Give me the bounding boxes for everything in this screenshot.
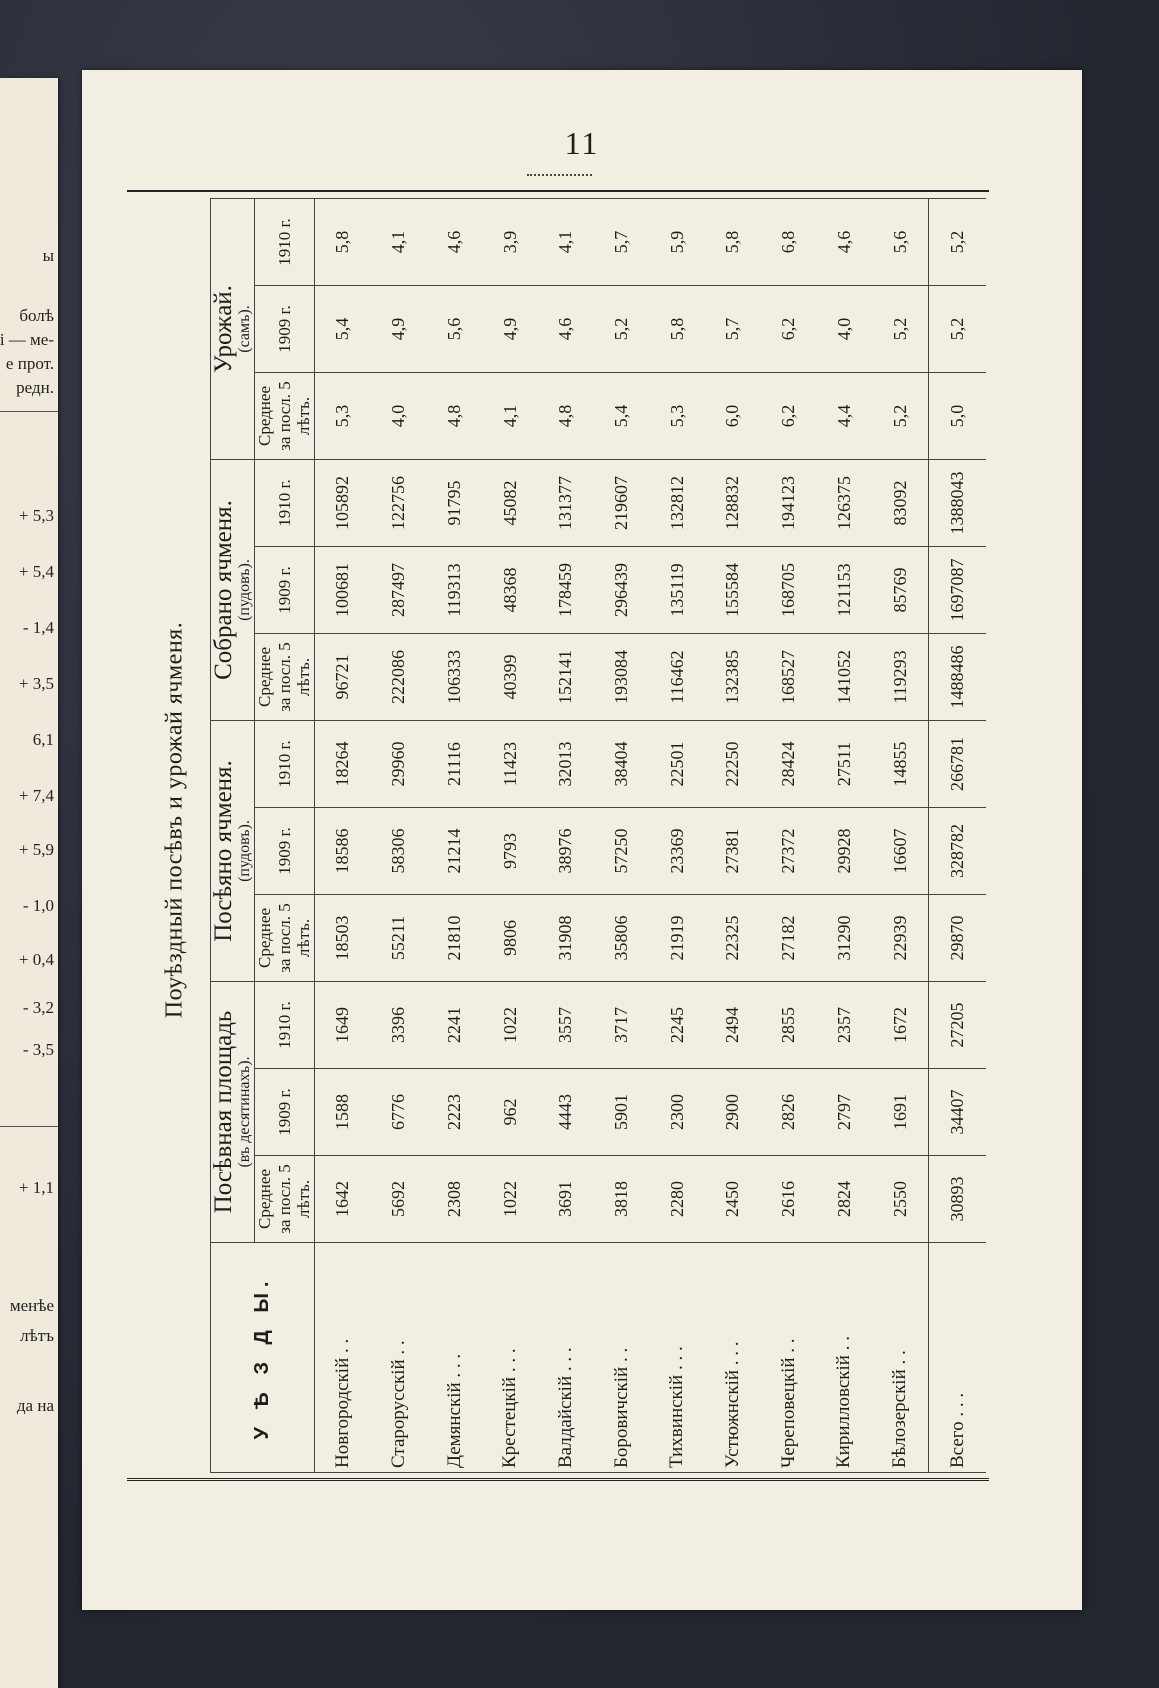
table-cell: 2223 <box>427 1069 483 1156</box>
table-row <box>649 199 705 1473</box>
table-cell: 1388043 <box>929 460 986 547</box>
table-cell: 5,8 <box>314 199 371 286</box>
table-cell: 3717 <box>594 982 650 1069</box>
district-name: Череповецкій . . <box>761 1243 817 1473</box>
table-cell: 57250 <box>594 808 650 895</box>
table-cell: 18264 <box>314 721 371 808</box>
fragment: + 5,9 <box>18 840 54 859</box>
table-cell: 21214 <box>427 808 483 895</box>
group-header-area: Посѣвная площадь (въ десятинахъ). <box>211 982 255 1243</box>
table-cell: 5,9 <box>649 199 705 286</box>
page-number: 11 <box>564 125 600 161</box>
subheader-1909: 1909 г. <box>255 808 315 895</box>
table-cell: 5901 <box>594 1069 650 1156</box>
subheader-1909: 1909 г. <box>255 286 315 373</box>
table-cell: 105892 <box>314 460 371 547</box>
table-row <box>816 199 872 1473</box>
table-cell: 141052 <box>816 634 872 721</box>
table-cell: 1642 <box>314 1156 371 1243</box>
table-cell: 296439 <box>594 547 650 634</box>
table-cell: 4,1 <box>482 373 538 460</box>
table-cell: 116462 <box>649 634 705 721</box>
table-cell: 2308 <box>427 1156 483 1243</box>
barley-table <box>210 198 986 1473</box>
district-name: Устюжнскій . . . <box>705 1243 761 1473</box>
table-cell: 4,4 <box>816 373 872 460</box>
table-cell: 3557 <box>538 982 594 1069</box>
fragment: лѣтъ <box>20 1326 54 1345</box>
table-cell: 5,2 <box>594 286 650 373</box>
table-cell: 4,9 <box>371 286 427 373</box>
table-cell: 29960 <box>371 721 427 808</box>
district-name: Боровичскій . . <box>594 1243 650 1473</box>
table-cell: 6,2 <box>761 373 817 460</box>
subheader-1909: 1909 г. <box>255 547 315 634</box>
table-cell: 21810 <box>427 895 483 982</box>
fragment: + 7,4 <box>18 786 54 805</box>
subheader-1910: 1910 г. <box>255 199 315 286</box>
table-cell: 5,4 <box>314 286 371 373</box>
table-cell: 5,3 <box>314 373 371 460</box>
table-cell: 119293 <box>872 634 929 721</box>
table-cell: 9806 <box>482 895 538 982</box>
table-cell: 5,8 <box>705 199 761 286</box>
table-cell: 4,6 <box>816 199 872 286</box>
table-cell: 5,8 <box>649 286 705 373</box>
fragment: і — ме- <box>0 330 54 349</box>
table-cell: 178459 <box>538 547 594 634</box>
table-cell: 22250 <box>705 721 761 808</box>
table-cell: 6776 <box>371 1069 427 1156</box>
fragment: + 1,1 <box>18 1178 54 1197</box>
table-cell: 4,6 <box>538 286 594 373</box>
table-cell: 27205 <box>929 982 986 1069</box>
table-cell: 31290 <box>816 895 872 982</box>
table-cell: 126375 <box>816 460 872 547</box>
table-cell: 168705 <box>761 547 817 634</box>
group-header-harvest: Собрано ячменя. (пудовъ). <box>211 460 255 721</box>
table-cell: 5,2 <box>872 286 929 373</box>
fragment: е прот. <box>5 354 54 373</box>
table-cell: 30893 <box>929 1156 986 1243</box>
table-cell: 1022 <box>482 1156 538 1243</box>
table-cell: 18586 <box>314 808 371 895</box>
table-cell: 55211 <box>371 895 427 982</box>
table-cell: 22501 <box>649 721 705 808</box>
table-row <box>371 199 427 1473</box>
subheader-1910: 1910 г. <box>255 460 315 547</box>
table-cell: 2241 <box>427 982 483 1069</box>
table-cell: 5,7 <box>594 199 650 286</box>
table-cell: 6,0 <box>705 373 761 460</box>
table-cell: 4,0 <box>371 373 427 460</box>
fragment: менѣе <box>9 1296 54 1315</box>
table-cell: 1022 <box>482 982 538 1069</box>
group-header-sown: Посѣяно ячменя. (пудовъ). <box>211 721 255 982</box>
table-cell: 27372 <box>761 808 817 895</box>
subheader-avg: Среднее за посл. 5 лѣтъ. <box>255 1156 315 1243</box>
table-cell: 3691 <box>538 1156 594 1243</box>
table-cell: 2824 <box>816 1156 872 1243</box>
table-cell: 100681 <box>314 547 371 634</box>
fragment: болѣ <box>19 306 54 325</box>
divider <box>0 1126 58 1127</box>
district-name: Тихвинскій . . . <box>649 1243 705 1473</box>
table-cell: 9793 <box>482 808 538 895</box>
table-cell: 6,2 <box>761 286 817 373</box>
table-cell: 5,2 <box>929 199 986 286</box>
table-cell: 58306 <box>371 808 427 895</box>
table-cell: 2300 <box>649 1069 705 1156</box>
table-cell: 5,6 <box>427 286 483 373</box>
table-cell: 962 <box>482 1069 538 1156</box>
table-cell: 4,8 <box>427 373 483 460</box>
table-cell: 168527 <box>761 634 817 721</box>
table-cell: 266781 <box>929 721 986 808</box>
district-name: Демянскій . . . <box>427 1243 483 1473</box>
fragment: + 0,4 <box>18 950 54 969</box>
top-rule <box>127 190 989 192</box>
table-cell: 2900 <box>705 1069 761 1156</box>
table-cell: 29928 <box>816 808 872 895</box>
fragment: - 3,2 <box>22 998 54 1017</box>
district-name: Валдайскій . . . <box>538 1243 594 1473</box>
table-cell: 2494 <box>705 982 761 1069</box>
table-cell: 328782 <box>929 808 986 895</box>
table-cell: 122756 <box>371 460 427 547</box>
table-cell: 2280 <box>649 1156 705 1243</box>
table-cell: 27381 <box>705 808 761 895</box>
table-cell: 5,4 <box>594 373 650 460</box>
table-cell: 3396 <box>371 982 427 1069</box>
table-cell: 38404 <box>594 721 650 808</box>
table-cell: 22325 <box>705 895 761 982</box>
subheader-1910: 1910 г. <box>255 982 315 1069</box>
table-row <box>872 199 929 1473</box>
table-cell: 5,0 <box>929 373 986 460</box>
subheader-avg: Среднее за посл. 5 лѣтъ. <box>255 373 315 460</box>
table-cell: 2826 <box>761 1069 817 1156</box>
table-cell: 193084 <box>594 634 650 721</box>
table-cell: 132385 <box>705 634 761 721</box>
table-cell: 11423 <box>482 721 538 808</box>
district-name: Новгородскій . . <box>314 1243 371 1473</box>
table-cell: 31908 <box>538 895 594 982</box>
table-cell: 16607 <box>872 808 929 895</box>
table-cell: 1672 <box>872 982 929 1069</box>
table-cell: 1488486 <box>929 634 986 721</box>
table-row <box>482 199 538 1473</box>
table-cell: 4,1 <box>371 199 427 286</box>
fragment: - 1,0 <box>22 896 54 915</box>
table-cell: 6,8 <box>761 199 817 286</box>
district-name: Кирилловскій . . <box>816 1243 872 1473</box>
table-cell: 5,2 <box>872 373 929 460</box>
fragment: редн. <box>16 378 54 397</box>
fragment: + 5,4 <box>18 562 54 581</box>
table-cell: 34407 <box>929 1069 986 1156</box>
table-cell: 4,6 <box>427 199 483 286</box>
table-cell: 1697087 <box>929 547 986 634</box>
table-cell: 3,9 <box>482 199 538 286</box>
subheader-avg: Среднее за посл. 5 лѣтъ. <box>255 634 315 721</box>
table-cell: 119313 <box>427 547 483 634</box>
table-cell: 45082 <box>482 460 538 547</box>
table-cell: 2245 <box>649 982 705 1069</box>
table-cell: 2855 <box>761 982 817 1069</box>
table-cell: 5692 <box>371 1156 427 1243</box>
table-cell: 27182 <box>761 895 817 982</box>
adjacent-page-strip <box>0 78 58 1688</box>
table-cell: 1649 <box>314 982 371 1069</box>
table-cell: 40399 <box>482 634 538 721</box>
table-cell: 83092 <box>872 460 929 547</box>
table-cell: 18503 <box>314 895 371 982</box>
table-cell: 48368 <box>482 547 538 634</box>
table-cell: 91795 <box>427 460 483 547</box>
table-cell: 128832 <box>705 460 761 547</box>
subheader-1909: 1909 г. <box>255 1069 315 1156</box>
district-name: Крестецкій . . . <box>482 1243 538 1473</box>
fragment: + 3,5 <box>18 674 54 693</box>
table-cell: 5,2 <box>929 286 986 373</box>
table-cell: 132812 <box>649 460 705 547</box>
table-cell: 29870 <box>929 895 986 982</box>
table-cell: 121153 <box>816 547 872 634</box>
table-cell: 5,6 <box>872 199 929 286</box>
table-cell: 85769 <box>872 547 929 634</box>
district-name: Всего . . . <box>929 1243 986 1473</box>
subheader-1910: 1910 г. <box>255 721 315 808</box>
district-name: Бѣлозерскій . . <box>872 1243 929 1473</box>
district-name: Старорусскій . . <box>371 1243 427 1473</box>
table-cell: 23369 <box>649 808 705 895</box>
table-cell: 27511 <box>816 721 872 808</box>
table-cell: 4443 <box>538 1069 594 1156</box>
table-title: Поуѣздный посѣвъ и урожай ячменя. <box>161 621 188 1019</box>
document-page <box>82 70 1082 1610</box>
table-cell: 131377 <box>538 460 594 547</box>
table-cell: 1691 <box>872 1069 929 1156</box>
fragment: - 1,4 <box>22 618 54 637</box>
group-header-yield: Урожай. (самъ). <box>211 199 255 460</box>
table-cell: 194123 <box>761 460 817 547</box>
subheader-avg: Среднее за посл. 5 лѣтъ. <box>255 895 315 982</box>
table-cell: 32013 <box>538 721 594 808</box>
table-cell: 155584 <box>705 547 761 634</box>
table-cell: 2357 <box>816 982 872 1069</box>
table-row <box>705 199 761 1473</box>
fragment: + 5,3 <box>18 506 54 525</box>
table-row <box>761 199 817 1473</box>
table-cell: 38976 <box>538 808 594 895</box>
table-row <box>538 199 594 1473</box>
table-cell: 5,3 <box>649 373 705 460</box>
table-row <box>427 199 483 1473</box>
fragment: - 3,5 <box>22 1040 54 1059</box>
header-uezdy: У Ѣ З Д Ы. <box>211 1243 315 1473</box>
table-cell: 5,7 <box>705 286 761 373</box>
table-cell: 35806 <box>594 895 650 982</box>
table-cell: 2616 <box>761 1156 817 1243</box>
table-row <box>929 199 986 1473</box>
table-cell: 2797 <box>816 1069 872 1156</box>
table-cell: 106333 <box>427 634 483 721</box>
table-cell: 135119 <box>649 547 705 634</box>
bottom-rule <box>127 1478 989 1485</box>
table-cell: 4,0 <box>816 286 872 373</box>
table-cell: 287497 <box>371 547 427 634</box>
table-cell: 219607 <box>594 460 650 547</box>
table-cell: 152141 <box>538 634 594 721</box>
table-cell: 21116 <box>427 721 483 808</box>
table-cell: 28424 <box>761 721 817 808</box>
table-container <box>210 198 986 1473</box>
divider <box>0 411 58 412</box>
table-cell: 14855 <box>872 721 929 808</box>
page-number-ornament <box>527 170 592 176</box>
table-row <box>594 199 650 1473</box>
table-cell: 1588 <box>314 1069 371 1156</box>
table-cell: 3818 <box>594 1156 650 1243</box>
table-cell: 21919 <box>649 895 705 982</box>
table-cell: 22939 <box>872 895 929 982</box>
fragment: ы <box>42 246 54 265</box>
fragment: 6,1 <box>32 730 54 749</box>
table-cell: 4,9 <box>482 286 538 373</box>
table-cell: 222086 <box>371 634 427 721</box>
table-cell: 4,1 <box>538 199 594 286</box>
table-row <box>314 199 371 1473</box>
fragment: да на <box>16 1396 54 1415</box>
table-cell: 2450 <box>705 1156 761 1243</box>
table-cell: 2550 <box>872 1156 929 1243</box>
table-cell: 96721 <box>314 634 371 721</box>
table-cell: 4,8 <box>538 373 594 460</box>
